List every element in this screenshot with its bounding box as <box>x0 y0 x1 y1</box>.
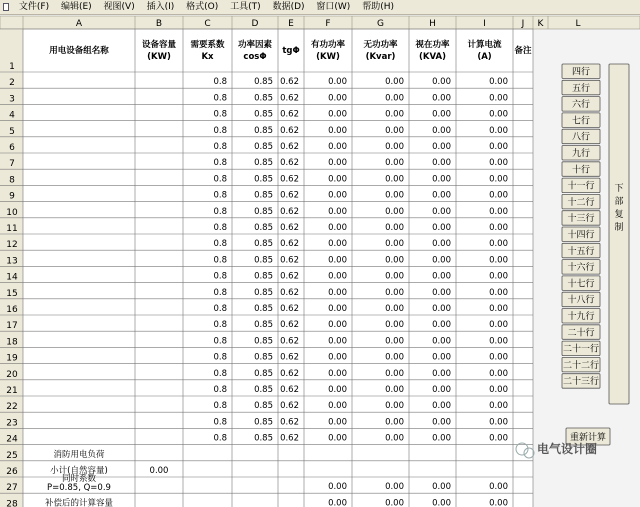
menu-view[interactable]: 视图(V) <box>103 2 135 12</box>
add-rows-button-14[interactable] <box>562 227 600 242</box>
cell-a27-line1[interactable]: 同时系数 <box>61 474 97 485</box>
cell-f9[interactable]: 0.00 <box>328 190 347 201</box>
cell-e9[interactable]: 0.62 <box>280 190 299 201</box>
row-header-20[interactable]: 20 <box>6 369 18 380</box>
cell-f11[interactable]: 0.00 <box>328 223 347 233</box>
add-rows-button-7[interactable] <box>562 113 600 128</box>
cell-h11[interactable]: 0.00 <box>432 223 451 233</box>
cell-e13[interactable]: 0.62 <box>280 255 299 266</box>
cell-c21[interactable]: 0.8 <box>213 385 227 395</box>
cell-e18[interactable]: 0.62 <box>280 336 299 347</box>
cell-f13[interactable]: 0.00 <box>328 255 347 266</box>
cell-h20[interactable]: 0.00 <box>432 368 451 379</box>
cell-e6[interactable]: 0.62 <box>280 142 299 152</box>
copy-down-button[interactable] <box>609 64 629 404</box>
cell-i23[interactable]: 0.00 <box>489 417 508 428</box>
row-header-2[interactable]: 2 <box>9 78 15 89</box>
wechat-icon-bubble <box>524 448 534 458</box>
header-d: 功率因素 <box>237 40 273 50</box>
button-label[interactable]: 七行 <box>571 116 591 127</box>
cell-c2[interactable]: 0.8 <box>213 77 227 88</box>
cell-c20[interactable]: 0.8 <box>213 368 227 379</box>
cell-g23[interactable]: 0.00 <box>385 417 404 428</box>
cell-d2[interactable]: 0.85 <box>254 77 273 88</box>
button-label[interactable]: 二十三行 <box>562 377 600 388</box>
cell-g20[interactable]: 0.00 <box>385 368 404 379</box>
cell-i22[interactable]: 0.00 <box>489 401 508 412</box>
header-b: 设备容量 <box>141 40 177 50</box>
cell-d16[interactable]: 0.85 <box>254 304 273 314</box>
cell-e14[interactable]: 0.62 <box>280 271 299 282</box>
cell-d21[interactable]: 0.85 <box>254 385 273 395</box>
cell-g19[interactable]: 0.00 <box>385 352 404 363</box>
add-rows-button-5[interactable] <box>562 80 600 95</box>
cell-h18[interactable]: 0.00 <box>432 336 451 347</box>
row-header-12[interactable]: 12 <box>6 240 18 251</box>
add-rows-button-20[interactable] <box>562 325 600 340</box>
cell-h8[interactable]: 0.00 <box>432 174 451 185</box>
cell-d19[interactable]: 0.85 <box>254 352 273 363</box>
cell-i15[interactable]: 0.00 <box>489 287 508 298</box>
cell-c24[interactable]: 0.8 <box>213 433 227 444</box>
cell-c8[interactable]: 0.8 <box>213 174 227 185</box>
cell-c16[interactable]: 0.8 <box>213 304 227 314</box>
cell-f22[interactable]: 0.00 <box>328 401 347 412</box>
cell-e7[interactable]: 0.62 <box>280 158 299 169</box>
cell-i28[interactable]: 0.00 <box>489 498 508 507</box>
cell-c10[interactable]: 0.8 <box>213 206 227 217</box>
cell-i7[interactable]: 0.00 <box>489 158 508 169</box>
cell-c23[interactable]: 0.8 <box>213 417 227 428</box>
cell-f5[interactable]: 0.00 <box>328 125 347 136</box>
button-label[interactable]: 十一行 <box>567 181 595 192</box>
cell-g12[interactable]: 0.00 <box>385 239 404 250</box>
add-rows-button-23[interactable] <box>562 374 600 389</box>
cell-h22[interactable]: 0.00 <box>432 401 451 412</box>
header-j: 备注 <box>514 46 532 56</box>
cell-h3[interactable]: 0.00 <box>432 93 451 104</box>
row-header-4[interactable]: 4 <box>9 110 15 121</box>
cell-e24[interactable]: 0.62 <box>280 433 299 444</box>
cell-c18[interactable]: 0.8 <box>213 336 227 347</box>
cell-g3[interactable]: 0.00 <box>385 93 404 104</box>
cell-c14[interactable]: 0.8 <box>213 271 227 282</box>
add-rows-button-12[interactable] <box>562 194 600 209</box>
row-header-13[interactable]: 13 <box>6 256 18 267</box>
header-g: 无功功率 <box>363 40 398 50</box>
cell-g14[interactable]: 0.00 <box>385 271 404 282</box>
cell-f2[interactable]: 0.00 <box>328 77 347 88</box>
button-label[interactable]: 十四行 <box>567 230 595 241</box>
column-header-bar <box>0 16 640 29</box>
cell-g8[interactable]: 0.00 <box>385 174 404 185</box>
menu-format[interactable]: 格式(O) <box>186 2 219 12</box>
row-header-10[interactable]: 10 <box>6 207 18 218</box>
header-f: 有功功率 <box>310 40 346 50</box>
add-rows-button-19[interactable] <box>562 309 600 324</box>
cell-i27[interactable]: 0.00 <box>489 482 508 493</box>
cell-d18[interactable]: 0.85 <box>254 336 273 347</box>
add-rows-button-15[interactable] <box>562 243 600 257</box>
button-label[interactable]: 八行 <box>571 132 591 143</box>
cell-e10[interactable]: 0.62 <box>280 206 299 217</box>
cell-e19[interactable]: 0.62 <box>280 352 299 363</box>
cell-i3[interactable]: 0.00 <box>489 93 508 104</box>
row-header-27[interactable]: 27 <box>6 483 18 494</box>
cell-f4[interactable]: 0.00 <box>328 109 347 120</box>
button-label[interactable]: 十七行 <box>567 279 595 290</box>
column-header-g[interactable]: G <box>377 19 384 29</box>
cell-i4[interactable]: 0.00 <box>489 109 508 120</box>
add-rows-button-11[interactable] <box>562 178 600 193</box>
header-c: Kx <box>201 52 214 62</box>
cell-d4[interactable]: 0.85 <box>254 109 273 120</box>
header-a: 用电设备组名称 <box>49 46 109 56</box>
cell-i6[interactable]: 0.00 <box>489 142 508 152</box>
menu-help[interactable]: 帮助(H) <box>362 2 394 12</box>
cell-g9[interactable]: 0.00 <box>385 190 404 201</box>
cell-a25[interactable]: 消防用电负荷 <box>53 449 105 460</box>
row-header-14[interactable]: 14 <box>6 272 18 283</box>
cell-i9[interactable]: 0.00 <box>489 190 508 201</box>
cell-g28[interactable]: 0.00 <box>385 498 404 507</box>
cell-h23[interactable]: 0.00 <box>432 417 451 428</box>
button-label[interactable]: 重新计算 <box>569 433 607 443</box>
cell-g2[interactable]: 0.00 <box>385 77 404 88</box>
button-label[interactable]: 四行 <box>571 67 591 78</box>
cell-g27[interactable]: 0.00 <box>385 482 404 493</box>
column-header-d[interactable]: D <box>251 19 259 29</box>
cell-g21[interactable]: 0.00 <box>385 385 404 395</box>
button-label[interactable]: 二十行 <box>567 328 595 339</box>
column-header-f[interactable]: F <box>325 19 331 29</box>
cell-e20[interactable]: 0.62 <box>280 368 299 379</box>
button-label[interactable]: 复 <box>614 210 624 220</box>
button-label[interactable]: 部 <box>614 197 624 207</box>
header-i: (A) <box>477 52 492 62</box>
cell-e2[interactable]: 0.62 <box>280 77 299 88</box>
menu-edit[interactable]: 编辑(E) <box>60 2 92 12</box>
row-header-1[interactable]: 1 <box>9 62 15 72</box>
cell-e17[interactable]: 0.62 <box>280 320 299 331</box>
cell-g4[interactable]: 0.00 <box>385 109 404 120</box>
cell-d11[interactable]: 0.85 <box>254 223 273 233</box>
menu-bar <box>0 0 640 15</box>
add-rows-button-22[interactable] <box>562 357 600 372</box>
menu-file[interactable]: 文件(F) <box>18 2 50 12</box>
column-header-c[interactable]: C <box>204 19 211 29</box>
menu-insert[interactable]: 插入(I) <box>146 2 175 12</box>
cell-h27[interactable]: 0.00 <box>432 482 451 493</box>
cell-e12[interactable]: 0.62 <box>280 239 299 250</box>
row-header-15[interactable]: 15 <box>6 288 18 299</box>
app-icon <box>3 3 9 11</box>
button-label[interactable]: 二十二行 <box>562 360 600 371</box>
cell-h12[interactable]: 0.00 <box>432 239 451 250</box>
cell-h28[interactable]: 0.00 <box>432 498 451 507</box>
button-label[interactable]: 下 <box>614 184 624 194</box>
cell-f3[interactable]: 0.00 <box>328 93 347 104</box>
cell-i21[interactable]: 0.00 <box>489 385 508 395</box>
row-header-6[interactable]: 6 <box>9 143 15 153</box>
column-header-j[interactable]: J <box>521 19 525 29</box>
row-header-8[interactable]: 8 <box>9 175 15 186</box>
menu-tools[interactable]: 工具(T) <box>230 2 261 12</box>
cell-d7[interactable]: 0.85 <box>254 158 273 169</box>
header-f: (KW) <box>316 52 340 62</box>
add-rows-button-13[interactable] <box>562 211 600 226</box>
add-rows-button-16[interactable] <box>562 260 600 275</box>
add-rows-button-6[interactable] <box>562 97 600 112</box>
cell-g16[interactable]: 0.00 <box>385 304 404 314</box>
cell-e21[interactable]: 0.62 <box>280 385 299 395</box>
button-label[interactable]: 九行 <box>571 149 591 159</box>
button-label[interactable]: 十八行 <box>567 295 595 306</box>
cell-h15[interactable]: 0.00 <box>432 287 451 298</box>
cell-i14[interactable]: 0.00 <box>489 271 508 282</box>
cell-h17[interactable]: 0.00 <box>432 320 451 331</box>
cell-c4[interactable]: 0.8 <box>213 109 227 120</box>
cell-f12[interactable]: 0.00 <box>328 239 347 250</box>
cell-d12[interactable]: 0.85 <box>254 239 273 250</box>
row-header-18[interactable]: 18 <box>6 337 18 348</box>
row-header-16[interactable]: 16 <box>6 305 18 315</box>
cell-d15[interactable]: 0.85 <box>254 287 273 298</box>
row-header-9[interactable]: 9 <box>9 191 15 202</box>
cell-d17[interactable]: 0.85 <box>254 320 273 331</box>
cell-g10[interactable]: 0.00 <box>385 206 404 217</box>
row-header-19[interactable]: 19 <box>6 353 18 364</box>
cell-i17[interactable]: 0.00 <box>489 320 508 331</box>
cell-i8[interactable]: 0.00 <box>489 174 508 185</box>
cell-e4[interactable]: 0.62 <box>280 109 299 120</box>
header-d: cosΦ <box>243 52 267 62</box>
row-header-25[interactable]: 25 <box>6 450 18 461</box>
button-label[interactable]: 十二行 <box>567 197 595 208</box>
column-header-i[interactable]: I <box>483 19 486 29</box>
cell-f8[interactable]: 0.00 <box>328 174 347 185</box>
cell-d24[interactable]: 0.85 <box>254 433 273 444</box>
cell-f17[interactable]: 0.00 <box>328 320 347 331</box>
cell-c12[interactable]: 0.8 <box>213 239 227 250</box>
column-header-h[interactable]: H <box>429 19 436 29</box>
cell-g24[interactable]: 0.00 <box>385 433 404 444</box>
add-rows-button-18[interactable] <box>562 292 600 307</box>
cell-d23[interactable]: 0.85 <box>254 417 273 428</box>
cell-h13[interactable]: 0.00 <box>432 255 451 266</box>
cell-i2[interactable]: 0.00 <box>489 77 508 88</box>
cell-i12[interactable]: 0.00 <box>489 239 508 250</box>
add-rows-button-10[interactable] <box>562 162 600 177</box>
cell-e22[interactable]: 0.62 <box>280 401 299 412</box>
cell-e16[interactable]: 0.62 <box>280 304 299 314</box>
add-rows-button-9[interactable] <box>562 146 600 161</box>
add-rows-button-4[interactable] <box>562 64 600 79</box>
cell-i18[interactable]: 0.00 <box>489 336 508 347</box>
watermark-text: 电气设计圈 <box>537 442 598 456</box>
row-header-24[interactable]: 24 <box>6 434 18 445</box>
cell-d14[interactable]: 0.85 <box>254 271 273 282</box>
cell-e3[interactable]: 0.62 <box>280 93 299 104</box>
add-rows-button-8[interactable] <box>562 129 600 144</box>
row-header-11[interactable]: 11 <box>6 224 18 234</box>
cell-d8[interactable]: 0.85 <box>254 174 273 185</box>
header-h: (KVA) <box>419 52 446 62</box>
row-header-23[interactable]: 23 <box>6 418 18 429</box>
row-header-21[interactable]: 21 <box>6 386 18 396</box>
button-label[interactable]: 十五行 <box>567 246 595 257</box>
cell-b26[interactable]: 0.00 <box>149 466 169 476</box>
cell-f10[interactable]: 0.00 <box>328 206 347 217</box>
cell-f19[interactable]: 0.00 <box>328 352 347 363</box>
cell-c9[interactable]: 0.8 <box>213 190 227 201</box>
cell-e5[interactable]: 0.62 <box>280 125 299 136</box>
cell-f18[interactable]: 0.00 <box>328 336 347 347</box>
row-header-28[interactable]: 28 <box>6 499 18 507</box>
row-header-26[interactable]: 26 <box>6 467 18 477</box>
add-rows-button-17[interactable] <box>562 276 600 291</box>
cell-i5[interactable]: 0.00 <box>489 125 508 136</box>
cell-h21[interactable]: 0.00 <box>432 385 451 395</box>
cell-g22[interactable]: 0.00 <box>385 401 404 412</box>
column-header-e[interactable]: E <box>288 19 294 29</box>
cell-h10[interactable]: 0.00 <box>432 206 451 217</box>
cell-h9[interactable]: 0.00 <box>432 190 451 201</box>
header-e: tgΦ <box>282 46 300 56</box>
cell-e15[interactable]: 0.62 <box>280 287 299 298</box>
cell-e8[interactable]: 0.62 <box>280 174 299 185</box>
cell-e23[interactable]: 0.62 <box>280 417 299 428</box>
cell-f16[interactable]: 0.00 <box>328 304 347 314</box>
add-rows-button-21[interactable] <box>562 341 600 356</box>
menu-data[interactable]: 数据(D) <box>272 2 305 12</box>
cell-e11[interactable]: 0.62 <box>280 223 299 233</box>
button-label[interactable]: 五行 <box>571 83 591 94</box>
cell-f21[interactable]: 0.00 <box>328 385 347 395</box>
cell-h14[interactable]: 0.00 <box>432 271 451 282</box>
button-label[interactable]: 六行 <box>571 100 591 111</box>
cell-i11[interactable]: 0.00 <box>489 223 508 233</box>
cell-i10[interactable]: 0.00 <box>489 206 508 217</box>
row-header-7[interactable]: 7 <box>9 159 15 170</box>
cell-i20[interactable]: 0.00 <box>489 368 508 379</box>
cell-c22[interactable]: 0.8 <box>213 401 227 412</box>
cell-g7[interactable]: 0.00 <box>385 158 404 169</box>
cell-d10[interactable]: 0.85 <box>254 206 273 217</box>
cell-f28[interactable]: 0.00 <box>328 498 347 507</box>
cell-g17[interactable]: 0.00 <box>385 320 404 331</box>
cell-g13[interactable]: 0.00 <box>385 255 404 266</box>
cell-i24[interactable]: 0.00 <box>489 433 508 444</box>
button-label[interactable]: 制 <box>614 223 624 233</box>
column-header-a[interactable]: A <box>75 19 83 29</box>
cell-h7[interactable]: 0.00 <box>432 158 451 169</box>
spreadsheet-grid[interactable] <box>0 16 640 507</box>
header-g: (Kvar) <box>365 52 396 62</box>
cell-f23[interactable]: 0.00 <box>328 417 347 428</box>
cell-g18[interactable]: 0.00 <box>385 336 404 347</box>
button-label[interactable]: 十九行 <box>567 312 595 322</box>
cell-c5[interactable]: 0.8 <box>213 125 227 136</box>
cell-g5[interactable]: 0.00 <box>385 125 404 136</box>
cell-f15[interactable]: 0.00 <box>328 287 347 298</box>
cell-d22[interactable]: 0.85 <box>254 401 273 412</box>
button-label[interactable]: 十行 <box>571 165 591 176</box>
header-i: 计算电流 <box>467 40 502 50</box>
cell-f24[interactable]: 0.00 <box>328 433 347 444</box>
cell-i13[interactable]: 0.00 <box>489 255 508 266</box>
header-h: 视在功率 <box>415 40 450 50</box>
button-label[interactable]: 十六行 <box>567 263 595 274</box>
cell-c13[interactable]: 0.8 <box>213 255 227 266</box>
cell-a28[interactable]: 补偿后的计算容量 <box>44 498 114 507</box>
cell-c7[interactable]: 0.8 <box>213 158 227 169</box>
cell-d5[interactable]: 0.85 <box>254 125 273 136</box>
cell-f27[interactable]: 0.00 <box>328 482 347 493</box>
cell-h16[interactable]: 0.00 <box>432 304 451 314</box>
row-header-5[interactable]: 5 <box>9 126 15 137</box>
button-face[interactable] <box>609 64 629 404</box>
cell-g6[interactable]: 0.00 <box>385 142 404 152</box>
cell-i16[interactable]: 0.00 <box>489 304 508 314</box>
button-label[interactable]: 二十一行 <box>562 344 600 355</box>
cell-h4[interactable]: 0.00 <box>432 109 451 120</box>
header-b: (KW) <box>147 52 171 62</box>
cell-h5[interactable]: 0.00 <box>432 125 451 136</box>
cell-h2[interactable]: 0.00 <box>432 77 451 88</box>
cell-f6[interactable]: 0.00 <box>328 142 347 152</box>
cell-f7[interactable]: 0.00 <box>328 158 347 169</box>
spreadsheet[interactable] <box>0 16 640 507</box>
cell-g11[interactable]: 0.00 <box>385 223 404 233</box>
cell-c15[interactable]: 0.8 <box>213 287 227 298</box>
row-header-17[interactable]: 17 <box>6 321 18 332</box>
cell-d9[interactable]: 0.85 <box>254 190 273 201</box>
cell-d13[interactable]: 0.85 <box>254 255 273 266</box>
cell-d20[interactable]: 0.85 <box>254 368 273 379</box>
cell-c6[interactable]: 0.8 <box>213 142 227 152</box>
cell-g15[interactable]: 0.00 <box>385 287 404 298</box>
cell-f20[interactable]: 0.00 <box>328 368 347 379</box>
menu-window[interactable]: 窗口(W) <box>316 2 351 12</box>
cell-c3[interactable]: 0.8 <box>213 93 227 104</box>
cell-h6[interactable]: 0.00 <box>432 142 451 152</box>
cell-c19[interactable]: 0.8 <box>213 352 227 363</box>
column-header-k[interactable]: K <box>537 19 544 29</box>
button-label[interactable]: 十三行 <box>567 214 595 225</box>
cell-d3[interactable]: 0.85 <box>254 93 273 104</box>
column-header-l[interactable]: L <box>575 19 581 29</box>
row-header-3[interactable]: 3 <box>9 94 15 105</box>
cell-c17[interactable]: 0.8 <box>213 320 227 331</box>
cell-f14[interactable]: 0.00 <box>328 271 347 282</box>
column-header-b[interactable]: B <box>155 19 163 29</box>
row-header-22[interactable]: 22 <box>6 402 18 413</box>
cell-i19[interactable]: 0.00 <box>489 352 508 363</box>
cell-a27-line2[interactable]: P=0.85, Q=0.9 <box>47 483 111 494</box>
cell-c11[interactable]: 0.8 <box>213 223 227 233</box>
cell-h19[interactable]: 0.00 <box>432 352 451 363</box>
cell-d6[interactable]: 0.85 <box>254 142 273 152</box>
header-c: 需要系数 <box>190 40 225 50</box>
watermark <box>516 441 597 458</box>
cell-h24[interactable]: 0.00 <box>432 433 451 444</box>
cell-a26[interactable]: 小计(自然容量) <box>50 466 108 476</box>
